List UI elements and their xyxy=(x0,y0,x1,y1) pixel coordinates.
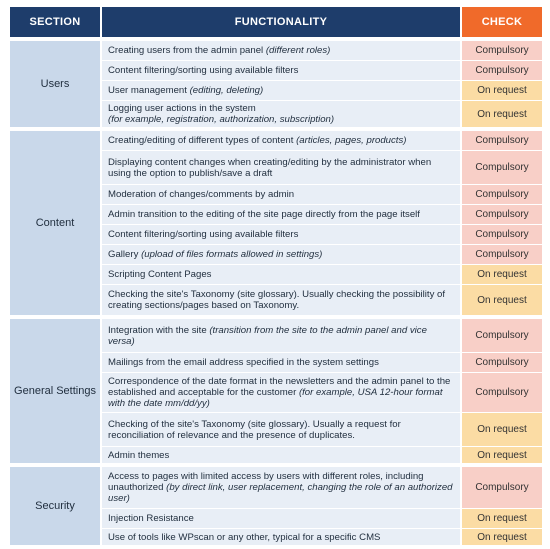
check-badge-compulsory: Compulsory xyxy=(462,185,542,205)
check-badge-compulsory: Compulsory xyxy=(462,61,542,81)
section-label-general-settings: General Settings xyxy=(10,319,100,467)
functionality-text: Creating/editing of different types of content xyxy=(108,135,297,146)
check-badge-on-request: On request xyxy=(462,529,542,549)
functionality-cell xyxy=(102,509,460,529)
functionality-cell xyxy=(102,81,460,101)
functionality-text: Content filtering/sorting using available filters xyxy=(108,65,299,76)
functionality-cell xyxy=(102,61,460,81)
functionality-note: (transition from the site to the admin panel and vice versa) xyxy=(108,324,427,347)
check-badge-compulsory: Compulsory xyxy=(462,353,542,373)
functionality-cell xyxy=(102,225,460,245)
functionality-cell xyxy=(102,41,460,61)
check-badge-compulsory: Compulsory xyxy=(462,131,542,151)
functionality-text: Injection Resistance xyxy=(108,513,194,524)
functionality-note: (for example, USA 12-hour format with the date mm/dd/yy) xyxy=(108,387,443,409)
check-badge-compulsory: Compulsory xyxy=(462,373,542,413)
functionality-text: Mailings from the email address specified in the system settings xyxy=(108,357,379,368)
functionality-note: (for example, registration, authorization, subscription) xyxy=(108,114,335,125)
functionality-text: Scripting Content Pages xyxy=(108,269,212,280)
check-badge-on-request: On request xyxy=(462,81,542,101)
check-badge-on-request: On request xyxy=(462,101,542,131)
functionality-note: (different roles) xyxy=(265,45,331,56)
functionality-note: (articles, pages, products) xyxy=(296,135,407,146)
functionality-text: Displaying content changes when creating/editing by the administrator when using the option to publish/save a draft xyxy=(108,156,432,179)
section-label-security: Security xyxy=(10,467,100,549)
check-badge-compulsory: Compulsory xyxy=(462,319,542,353)
check-badge-compulsory: Compulsory xyxy=(462,151,542,185)
functionality-cell xyxy=(102,319,460,353)
functionality-text: Use of tools like WPscan or any other, typical for a specific CMS xyxy=(108,531,381,543)
check-badge-on-request: On request xyxy=(462,509,542,529)
section-label-users: Users xyxy=(10,41,100,131)
functionality-cell xyxy=(102,101,460,131)
functionality-cell xyxy=(102,185,460,205)
functionality-text: Admin themes xyxy=(108,449,170,461)
check-badge-compulsory: Compulsory xyxy=(462,205,542,225)
functionality-text: Correspondence of the date format in the newsletters and the admin panel to the established and acceptable for the customer xyxy=(108,376,451,398)
functionality-note: (editing, deleting) xyxy=(189,85,264,96)
functionality-text: Checking the site's Taxonomy (site glossary). Usually checking the possibility of creating sections/pages based on Taxonomy. xyxy=(108,289,446,311)
check-badge-compulsory: Compulsory xyxy=(462,41,542,61)
check-badge-compulsory: Compulsory xyxy=(462,245,542,265)
check-badge-compulsory: Compulsory xyxy=(462,225,542,245)
functionality-cell xyxy=(102,205,460,225)
functionality-cell xyxy=(102,353,460,373)
functionality-cell xyxy=(102,529,460,549)
functionality-cell xyxy=(102,151,460,185)
functionality-note: (by direct link, user replacement, changing the role of an authorized user) xyxy=(108,482,453,504)
functionality-cell xyxy=(102,413,460,447)
functionality-text: Access to pages with limited access by users with different roles, including unauthorized xyxy=(108,471,424,493)
functionality-text: Moderation of changes/comments by admin xyxy=(108,189,295,200)
functionality-cell xyxy=(102,373,460,413)
functionality-cell xyxy=(102,447,460,467)
functionality-cell xyxy=(102,467,460,509)
functionality-text: Gallery xyxy=(108,249,142,260)
check-badge-on-request: On request xyxy=(462,447,542,467)
check-badge-compulsory: Compulsory xyxy=(462,467,542,509)
functionality-text: Content filtering/sorting using available filters xyxy=(108,229,299,240)
functionality-table xyxy=(10,7,542,549)
header-section: SECTION xyxy=(10,7,100,37)
functionality-text: Admin transition to the editing of the site page directly from the page itself xyxy=(108,209,420,220)
header-check: CHECK xyxy=(462,7,542,37)
section-label-content: Content xyxy=(10,131,100,319)
functionality-cell xyxy=(102,285,460,319)
functionality-text: Checking of the site's Taxonomy (site glossary). Usually a request for reconciliation of relevance and the presence of duplicates. xyxy=(108,418,401,441)
header-functionality: FUNCTIONALITY xyxy=(102,7,460,37)
check-badge-on-request: On request xyxy=(462,285,542,319)
functionality-text: Creating users from the admin panel xyxy=(108,45,266,56)
functionality-text: Logging user actions in the system xyxy=(108,103,256,114)
functionality-cell xyxy=(102,131,460,151)
check-badge-on-request: On request xyxy=(462,413,542,447)
functionality-note: (upload of files formats allowed in settings) xyxy=(141,249,323,260)
functionality-text: Integration with the site xyxy=(108,324,210,336)
functionality-text: User management xyxy=(108,85,190,96)
check-badge-on-request: On request xyxy=(462,265,542,285)
functionality-cell xyxy=(102,245,460,265)
functionality-cell xyxy=(102,265,460,285)
